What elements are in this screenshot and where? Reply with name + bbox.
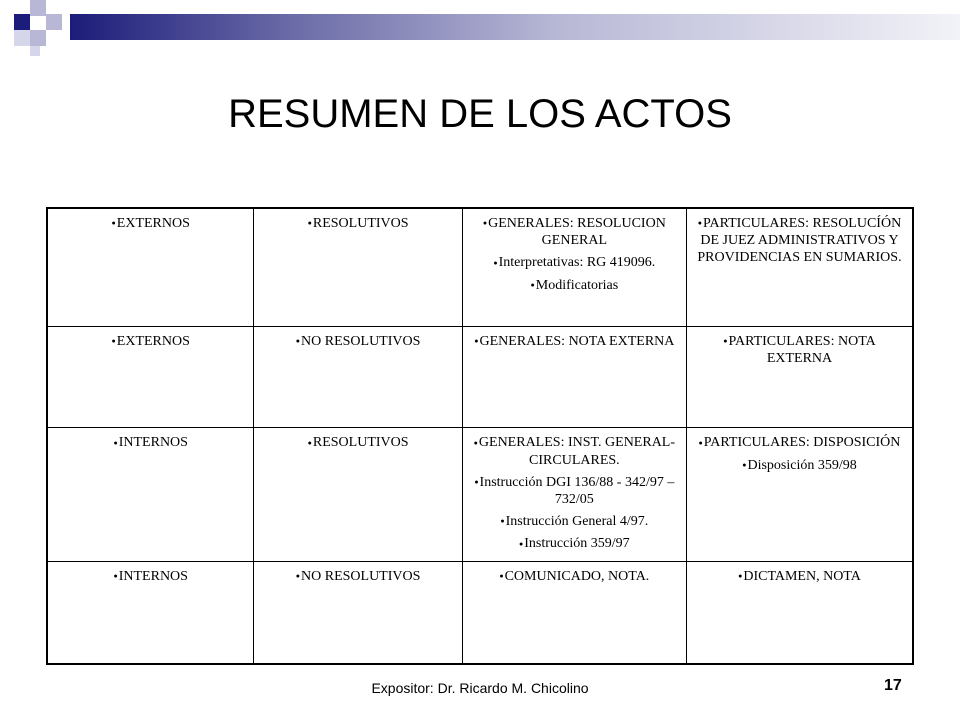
bullet-icon: ●: [723, 337, 728, 346]
table-row: [47, 428, 913, 562]
bullet-icon: ●: [698, 438, 703, 447]
cell-text: Interpretativas: RG 419096.: [498, 255, 656, 271]
cell-bullet-item: [695, 333, 904, 367]
cell-text: COMUNICADO, NOTA.: [504, 569, 650, 585]
cell-bullet-item: [56, 215, 245, 232]
cell-bullet-item: [56, 568, 245, 585]
bullet-icon: ●: [697, 219, 703, 228]
table-cell: [686, 428, 913, 562]
cell-bullet-item: [262, 215, 453, 232]
cell-bullet-item: [262, 434, 453, 451]
bullet-icon: ●: [499, 572, 504, 581]
table-cell: [462, 208, 686, 327]
cell-bullet-item: [471, 215, 678, 249]
bullet-icon: ●: [111, 337, 116, 346]
cell-bullet-item: [695, 568, 904, 585]
decor-square: [30, 30, 46, 46]
bullet-icon: ●: [113, 438, 118, 447]
cell-bullet-item: [471, 254, 678, 271]
bullet-icon: ●: [482, 219, 488, 228]
cell-bullet-item: [471, 535, 678, 552]
table-cell: [254, 428, 462, 562]
cell-text: INTERNOS: [118, 435, 188, 451]
cell-text: RESOLUTIVOS: [312, 216, 409, 231]
decor-square: [30, 46, 40, 56]
cell-text: GENERALES: INST. GENERAL- CIRCULARES.: [478, 435, 676, 468]
bullet-icon: ●: [474, 478, 479, 487]
cell-text: Modificatorias: [535, 277, 619, 293]
cell-text: GENERALES: NOTA EXTERNA: [479, 334, 675, 350]
bullet-icon: ●: [738, 572, 743, 581]
cell-text: EXTERNOS: [116, 216, 190, 231]
cell-text: PARTICULARES: DISPOSICIÓN: [703, 435, 901, 451]
cell-bullet-item: [56, 434, 245, 451]
slide-title: RESUMEN DE LOS ACTOS: [228, 92, 732, 136]
cell-bullet-item: [471, 568, 678, 585]
cell-bullet-item: [695, 434, 904, 451]
cell-text: Instrucción 359/97: [524, 536, 630, 552]
footer-presenter: Expositor: Dr. Ricardo M. Chicolino: [371, 680, 589, 696]
cell-text: NO RESOLUTIVOS: [301, 569, 421, 585]
cell-text: Instrucción DGI 136/88 - 342/97 – 732/05: [479, 474, 675, 508]
table-cell: [254, 327, 462, 428]
table-row: [47, 208, 913, 327]
table-row: [47, 562, 913, 664]
bullet-icon: ●: [295, 572, 301, 581]
cell-bullet-item: [56, 333, 245, 350]
table-cell: [47, 562, 254, 664]
decor-square: [14, 14, 30, 30]
cell-bullet-item: [695, 457, 904, 474]
table-cell: [462, 428, 686, 562]
table-cell: [686, 208, 913, 327]
cell-bullet-item: [262, 333, 453, 350]
cell-text: NO RESOLUTIVOS: [301, 334, 421, 350]
bullet-icon: ●: [742, 461, 747, 470]
cell-text: PARTICULARES: RESOLUCÍÓN DE JUEZ ADMINISTRATIVOS Y PROVIDENCIAS EN SUMARIOS.: [697, 216, 902, 266]
table-row: [47, 327, 913, 428]
table-cell: [462, 327, 686, 428]
table-cell: [47, 327, 254, 428]
bullet-icon: ●: [307, 438, 312, 447]
bullet-icon: ●: [111, 219, 116, 228]
cell-bullet-item: [471, 513, 678, 530]
bullet-icon: ●: [500, 517, 505, 526]
bullet-icon: ●: [295, 337, 301, 346]
cell-text: EXTERNOS: [116, 334, 190, 350]
cell-text: Instrucción General 4/97.: [505, 514, 649, 530]
cell-bullet-item: [262, 568, 453, 585]
table-cell: [47, 428, 254, 562]
table-cell: [254, 208, 462, 327]
header-gradient-bar: [70, 14, 960, 40]
cell-text: DICTAMEN, NOTA: [743, 569, 861, 585]
decor-square: [14, 30, 30, 46]
bullet-icon: ●: [113, 572, 118, 581]
table-cell: [462, 562, 686, 664]
bullet-icon: ●: [493, 258, 498, 267]
bullet-icon: ●: [307, 219, 312, 228]
cell-bullet-item: [695, 215, 904, 266]
cell-bullet-item: [471, 474, 678, 508]
bullet-icon: ●: [474, 337, 479, 346]
bullet-icon: ●: [530, 280, 535, 289]
cell-bullet-item: [471, 333, 678, 350]
page-number: 17: [884, 677, 902, 694]
acts-table: [46, 207, 914, 665]
cell-text: Disposición 359/98: [747, 457, 857, 473]
decor-square: [46, 14, 62, 30]
bullet-icon: ●: [473, 438, 478, 447]
table-cell: [686, 562, 913, 664]
table-cell: [47, 208, 254, 327]
cell-bullet-item: [471, 277, 678, 294]
cell-text: PARTICULARES: NOTA EXTERNA: [728, 334, 876, 367]
cell-text: GENERALES: RESOLUCION GENERAL: [488, 216, 666, 249]
cell-bullet-item: [471, 434, 678, 468]
cell-text: INTERNOS: [118, 569, 188, 585]
decor-square: [30, 0, 46, 16]
table-cell: [686, 327, 913, 428]
cell-text: RESOLUTIVOS: [312, 435, 409, 451]
bullet-icon: ●: [519, 539, 524, 548]
table-cell: [254, 562, 462, 664]
